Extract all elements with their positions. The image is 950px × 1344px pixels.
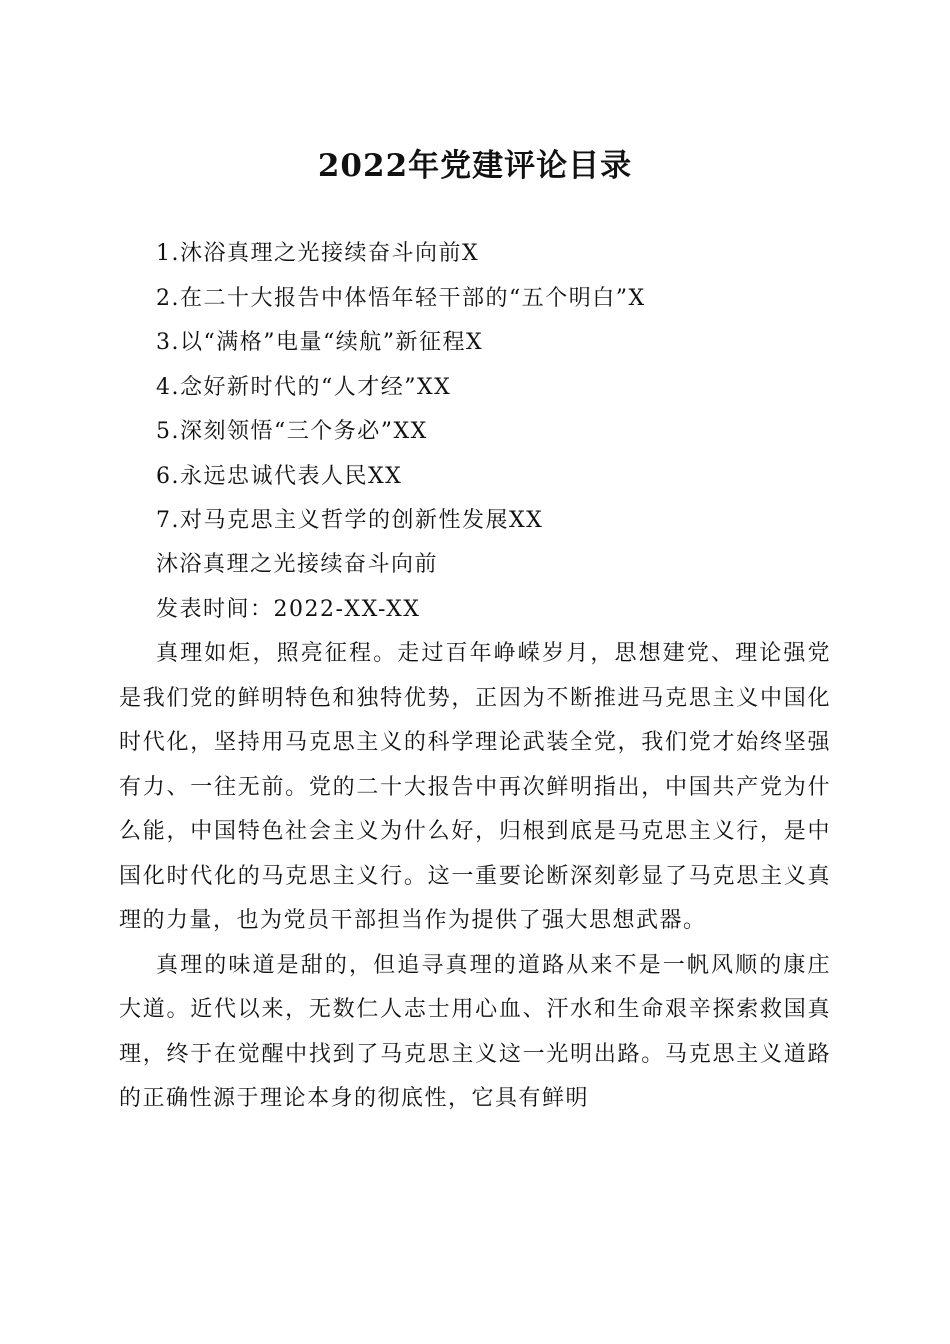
toc-item: 3.以“满格”电量“续航”新征程X [156,330,484,355]
table-of-contents [156,232,646,544]
toc-item: 5.深刻领悟“三个务必”XX [156,419,428,444]
publish-time: 发表时间：2022-XX-XX [156,596,421,622]
document-title: 2022年党建评论目录 [317,148,633,184]
article-title: 沐浴真理之光接续奋斗向前 [156,552,439,577]
article-paragraph: 真理如炬，照亮征程。走过百年峥嵘岁月，思想建党、理论强党是我们党的鲜明特色和独特优势，正因为不断推进马克思主义中国化时代化，坚持用马克思主义的科学理论武装全党，我们党才始终坚强有力、一往无前。党的二十大报告中再次鲜明指出，中国共产党为什么能，中国特色社会主义为什么好，归根到底是马克思主义行，是中国化时代化的马克思主义行。这一重要论断深刻彰显了马克思主义真理的力量，也为党员干部担当作为提供了强大思想武器。 [119,641,831,933]
toc-item: 6.永远忠诚代表人民XX [156,463,403,489]
article [119,543,831,1122]
toc-item: 1.沐浴真理之光接续奋斗向前X [156,241,480,266]
toc-item: 4.念好新时代的“人才经”XX [156,374,452,400]
toc-item: 7.对马克思主义哲学的创新性发展XX [156,508,544,533]
article-paragraph: 真理的味道是甜的，但追寻真理的道路从来不是一帆风顺的康庄大道。近代以来，无数仁人志士用心血、汗水和生命艰辛探索救国真理，终于在觉醒中找到了马克思主义这一光明出路。马克思主义道路的正确性源于理论本身的彻底性，它具有鲜明 [119,952,831,1111]
toc-item: 2.在二十大报告中体悟年轻干部的“五个明白”X [156,285,646,311]
